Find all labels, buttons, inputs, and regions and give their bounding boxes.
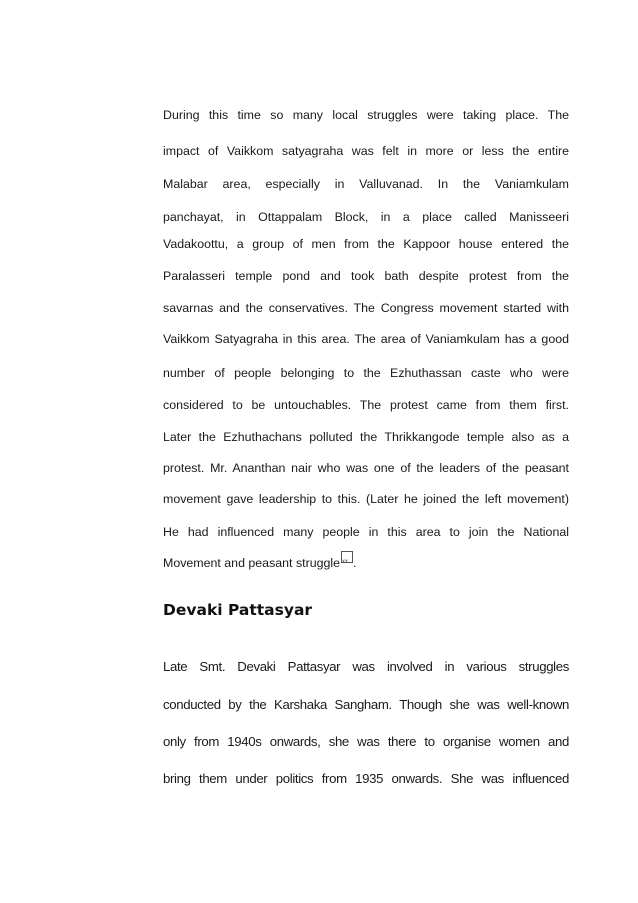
paragraph-line: Later the Ezhuthachans polluted the Thrikkangode temple also as a xyxy=(163,430,569,444)
section-heading: Devaki Pattasyar xyxy=(163,601,313,619)
paragraph-line: Vadakoottu, a group of men from the Kappoor house entered the xyxy=(163,237,569,251)
paragraph-line: Late Smt. Devaki Pattasyar was involved in various struggles xyxy=(163,659,569,674)
paragraph-line: considered to be untouchables. The protest came from them first. xyxy=(163,398,569,412)
paragraph-line: He had influenced many people in this area to join the National xyxy=(163,525,569,539)
paragraph-line: During this time so many local struggles were taking place. The xyxy=(163,108,569,122)
paragraph-line: Vaikkom Satyagraha in this area. The area of Vaniamkulam has a good xyxy=(163,332,569,346)
paragraph-line: Paralasseri temple pond and took bath despite protest from the xyxy=(163,269,569,283)
paragraph-line: movement gave leadership to this. (Later he joined the left movement) xyxy=(163,492,569,506)
paragraph-last-line xyxy=(163,555,356,571)
footnote-marker[interactable]: xx xyxy=(341,551,353,563)
paragraph-line: panchayat, in Ottappalam Block, in a place called Manisseeri xyxy=(163,210,569,224)
paragraph-last-text: Movement and peasant struggle xyxy=(163,556,341,570)
paragraph-line: savarnas and the conservatives. The Congress movement started with xyxy=(163,301,569,315)
paragraph-line: protest. Mr. Ananthan nair who was one of the leaders of the peasant xyxy=(163,461,569,475)
paragraph-line: number of people belonging to the Ezhuthassan caste who were xyxy=(163,366,569,380)
paragraph-line: only from 1940s onwards, she was there to organise women and xyxy=(163,734,569,749)
paragraph-line: Malabar area, especially in Valluvanad. In the Vaniamkulam xyxy=(163,177,569,191)
paragraph-line: bring them under politics from 1935 onwards. She was influenced xyxy=(163,771,569,786)
paragraph-last-end: . xyxy=(353,556,357,570)
paragraph-line: conducted by the Karshaka Sangham. Though she was well-known xyxy=(163,697,569,712)
paragraph-line: impact of Vaikkom satyagraha was felt in more or less the entire xyxy=(163,144,569,158)
